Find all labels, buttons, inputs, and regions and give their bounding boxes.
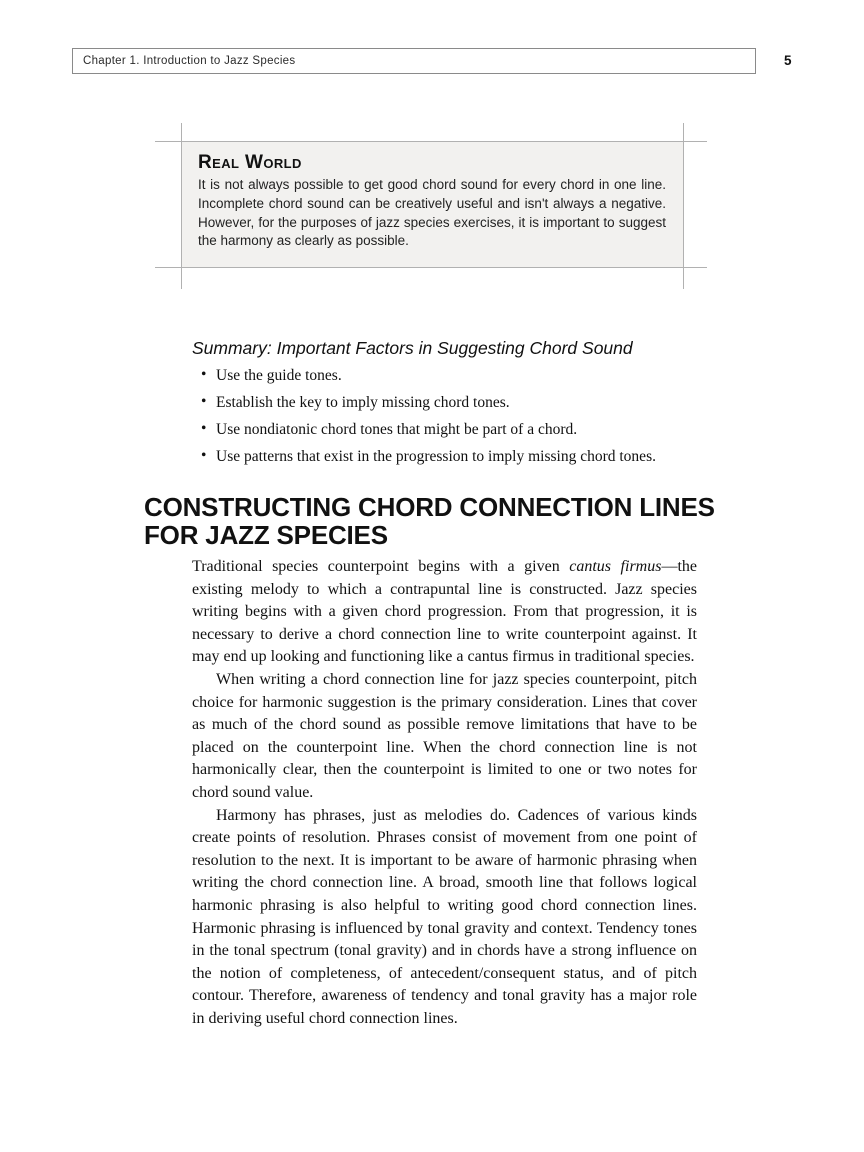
callout-rule-bottom	[155, 267, 707, 268]
bullet-icon: •	[201, 420, 207, 437]
chapter-title: Chapter 1. Introduction to Jazz Species	[83, 55, 296, 67]
list-item	[192, 394, 702, 412]
list-item	[192, 367, 702, 385]
list-item-text: Use the guide tones.	[216, 367, 342, 384]
real-world-callout	[181, 141, 683, 268]
summary-heading: Summary: Important Factors in Suggesting Chord Sound	[192, 338, 633, 358]
paragraph-text: —the existing melody to which a contrapuntal line is constructed. Jazz species writing begins with a given chord progression. From that progression, it is necessary to derive a chord connection line to write counterpoint against. It may end up looking and functioning like a cantus firmus in traditional species.	[192, 558, 697, 666]
bullet-icon: •	[201, 366, 207, 383]
callout-rule-left	[181, 123, 182, 289]
paragraph-text: Traditional species counterpoint begins with a given	[192, 558, 570, 575]
summary-list	[192, 367, 702, 475]
italic-term: cantus firmus	[569, 558, 662, 575]
section-heading-line2: FOR JAZZ SPECIES	[144, 520, 388, 550]
paragraph: Harmony has phrases, just as melodies do. Cadences of various kinds create points of resolution. Phrases consist of movement from one point of resolution to the next. It is important to be aware of harmonic phrasing when writing the chord connection line. A broad, smooth line that follows logical harmonic phrasing is also helpful to writing good chord connection lines. Harmonic phrasing is influenced by tonal gravity and context. Tendency tones in the tonal spectrum (tonal gravity) and in chords have a strong influence on the notion of completeness, of antecedent/consequent status, and of pitch contour. Therefore, awareness of tendency and tonal gravity has a major role in deriving useful chord connection lines.	[192, 806, 697, 1027]
paragraph	[192, 556, 697, 669]
list-item-text: Establish the key to imply missing chord tones.	[216, 394, 510, 411]
callout-rule-right	[683, 123, 684, 289]
bullet-icon: •	[201, 447, 207, 464]
callout-body: It is not always possible to get good chord sound for every chord in one line. Incomplete chord sound can be creatively useful and isn't always a negative. However, for the purposes of jazz species exercises, it is important to suggest the harmony as clearly as possible.	[198, 177, 666, 249]
list-item	[192, 421, 702, 439]
callout-rule-top	[155, 141, 707, 142]
page-number: 5	[784, 53, 792, 68]
paragraph: When writing a chord connection line for jazz species counterpoint, pitch choice for harmonic suggestion is the primary consideration. Lines that cover as much of the chord sound as possible remove limitations that have to be placed on the counterpoint line. When the chord connection line is not harmonically clear, then the counterpoint is limited to one or two notes for chord sound value.	[192, 670, 697, 801]
list-item-text: Use nondiatonic chord tones that might be part of a chord.	[216, 421, 578, 438]
section-heading	[144, 493, 715, 549]
list-item	[192, 448, 702, 466]
running-header	[72, 48, 756, 74]
list-item-text: Use patterns that exist in the progression to imply missing chord tones.	[216, 448, 656, 465]
section-heading-line1: CONSTRUCTING CHORD CONNECTION LINES	[144, 492, 715, 522]
callout-title: Real World	[198, 152, 302, 173]
bullet-icon: •	[201, 393, 207, 410]
body-text	[192, 556, 697, 1030]
